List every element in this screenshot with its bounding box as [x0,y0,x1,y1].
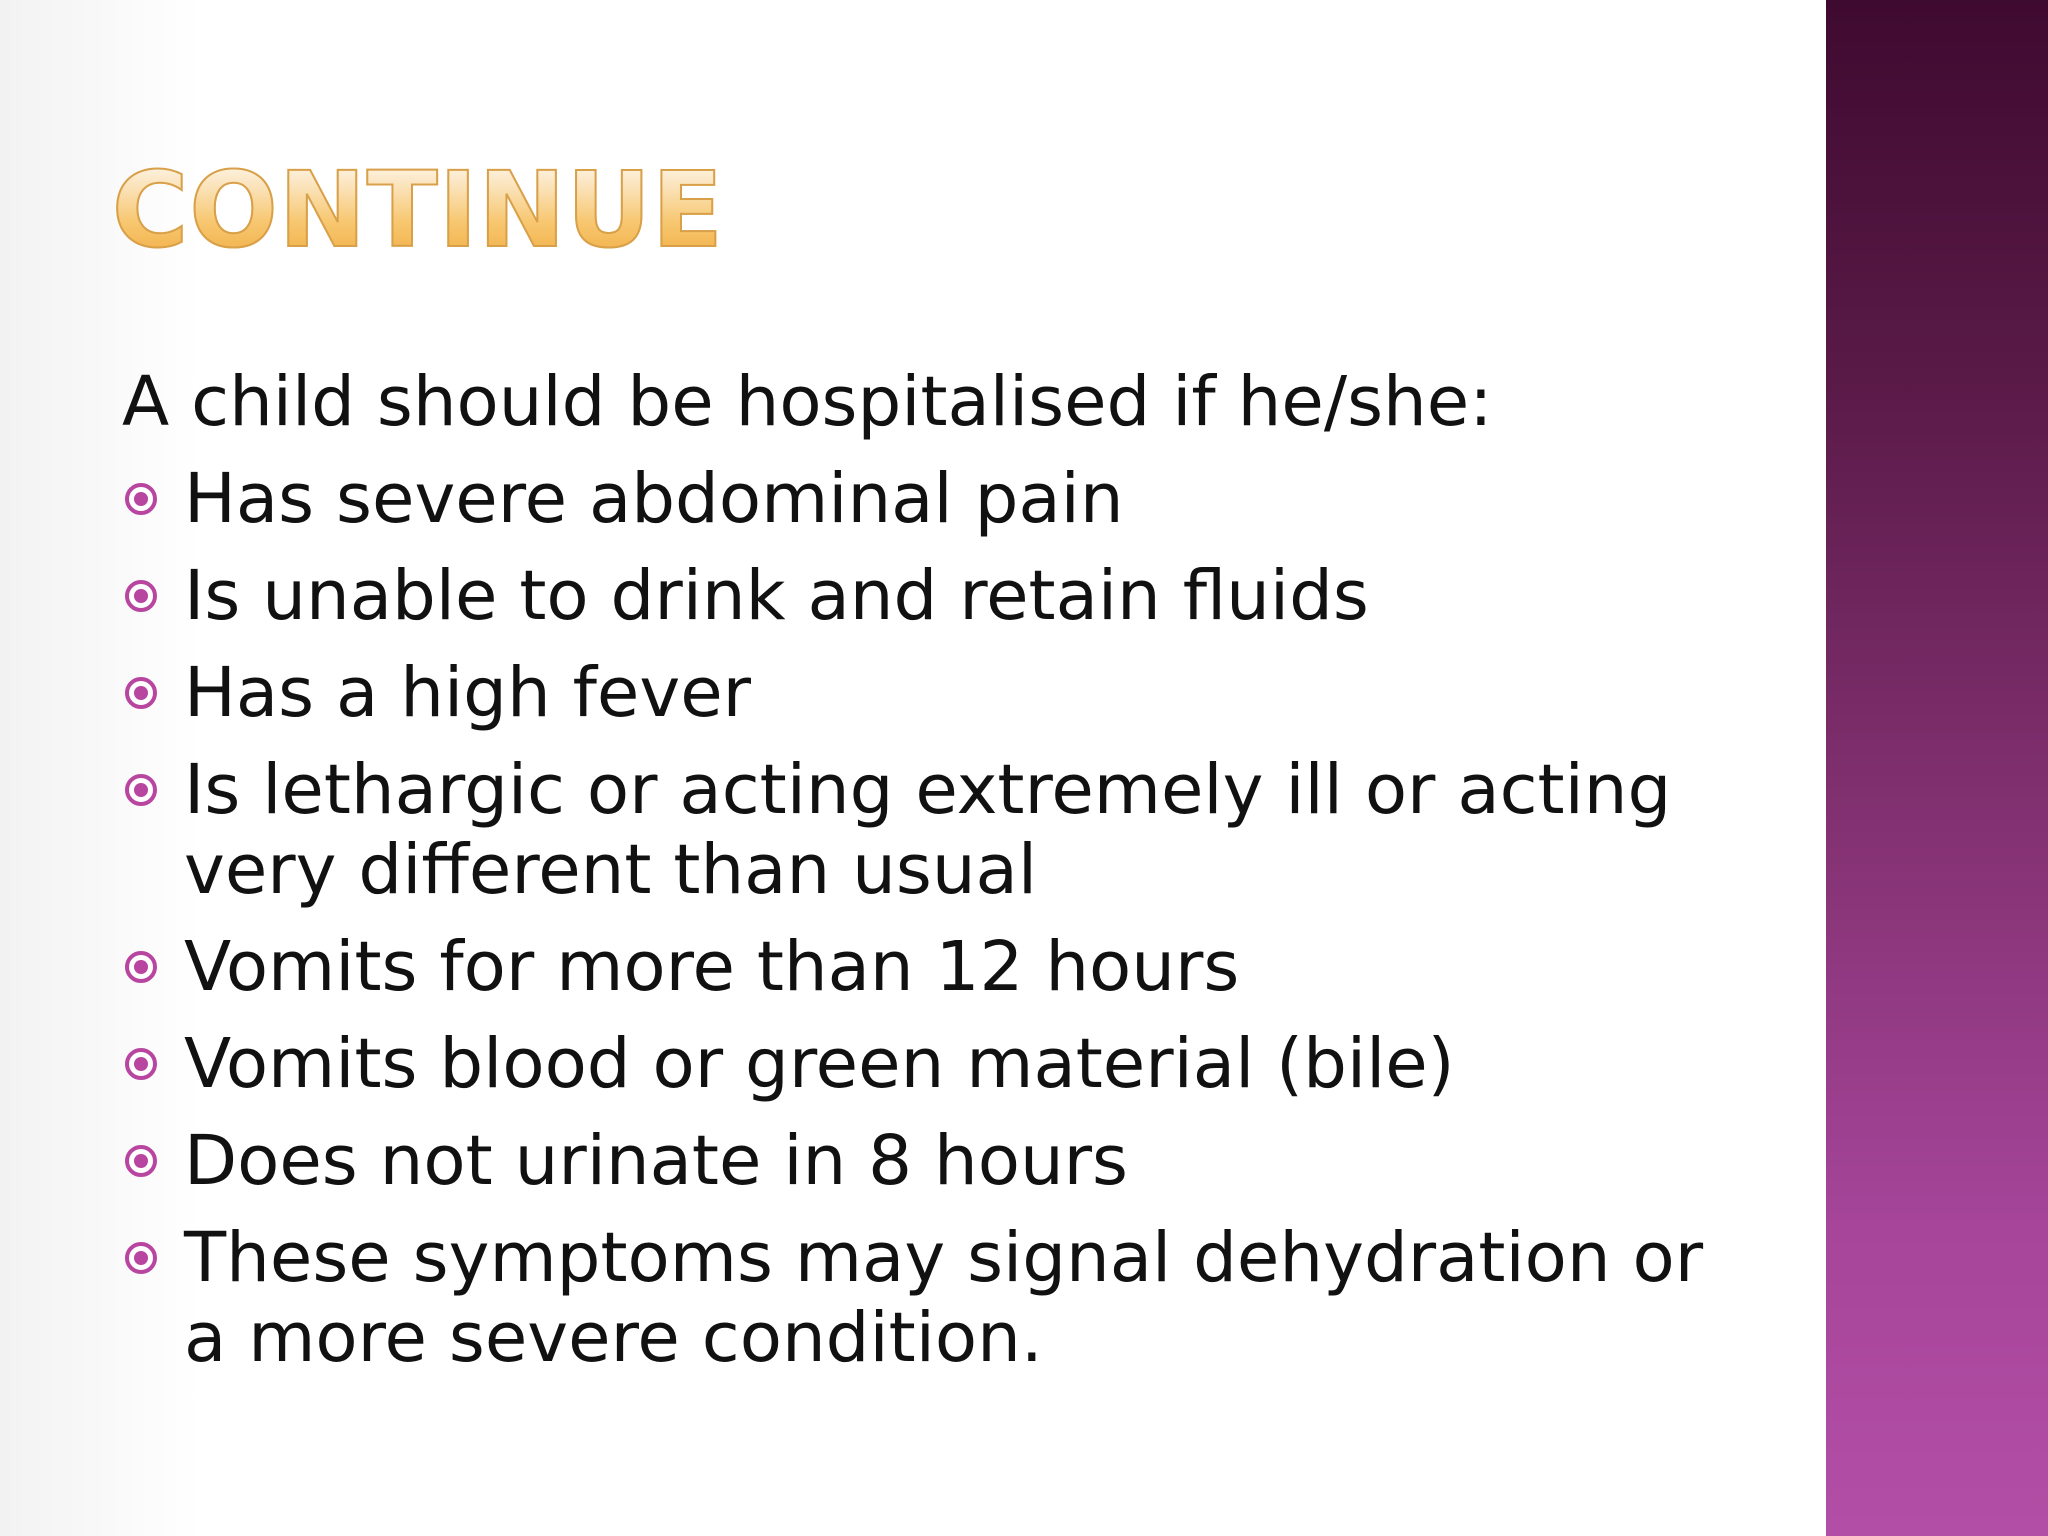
circled-dot-icon [125,677,157,709]
list-item-text: Is unable to drink and retain fluids [184,556,1369,636]
list-item-text: Vomits blood or green material (bile) [184,1024,1455,1104]
list-item [122,556,1722,636]
list-item-text: Vomits for more than 12 hours [184,927,1240,1007]
list-item [122,1024,1722,1104]
bullet-list [122,459,1722,1378]
list-item-text: Does not urinate in 8 hours [184,1121,1128,1201]
slide-title: CONTINUE [112,149,724,271]
circled-dot-icon [125,580,157,612]
slide-body [122,362,1722,1395]
circled-dot-icon [125,1242,157,1274]
list-item [122,459,1722,539]
intro-text: A child should be hospitalised if he/she: [122,362,1493,442]
list-item-text: Is lethargic or acting extremely ill or acting very different than usual [184,750,1672,910]
circled-dot-icon [125,774,157,806]
list-item-text: Has a high fever [184,653,752,733]
list-item [122,750,1722,910]
circled-dot-icon [125,1145,157,1177]
circled-dot-icon [125,483,157,515]
decorative-side-band [1826,0,2048,1536]
circled-dot-icon [125,1048,157,1080]
list-item [122,927,1722,1007]
circled-dot-icon [125,951,157,983]
list-item-text: Has severe abdominal pain [184,459,1124,539]
list-item-text: These symptoms may signal dehydration or a more severe condition. [184,1218,1704,1378]
list-item [122,1218,1722,1378]
list-item [122,1121,1722,1201]
list-item [122,653,1722,733]
